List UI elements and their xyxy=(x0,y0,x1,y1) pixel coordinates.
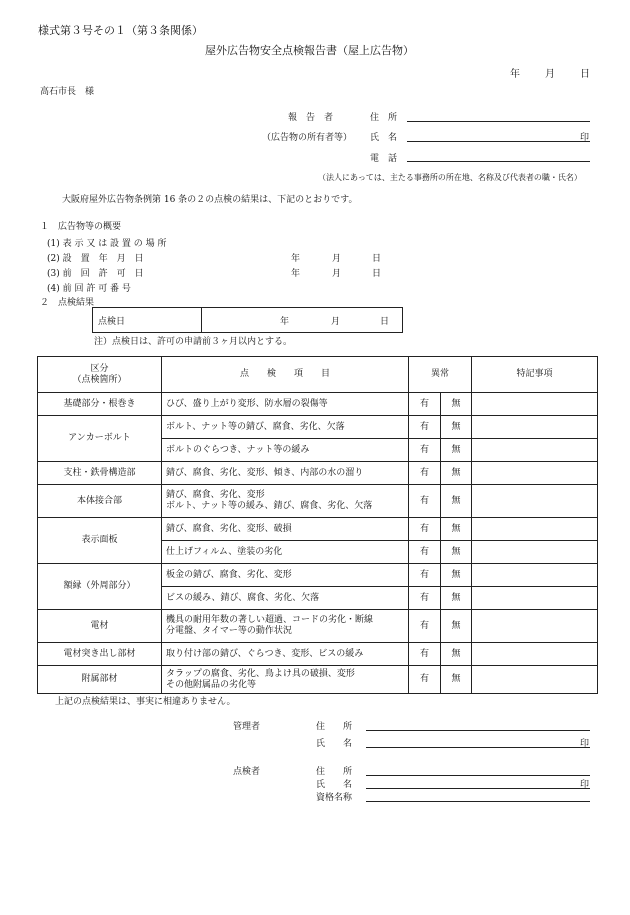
area-cell: 本体接合部 xyxy=(38,485,162,518)
remarks-cell[interactable] xyxy=(472,462,598,485)
no-option[interactable]: 無 xyxy=(441,518,472,541)
remarks-cell[interactable] xyxy=(472,564,598,587)
reporter-seal: 印 xyxy=(580,133,590,143)
yes-option[interactable]: 有 xyxy=(409,518,441,541)
yes-option[interactable]: 有 xyxy=(409,416,441,439)
inspector-qualification-label: 資格名称 xyxy=(316,793,353,803)
manager-address-label: 住 所 xyxy=(316,722,353,732)
overview-year: 年 xyxy=(291,254,301,264)
header-area: 区分 （点検箇所） xyxy=(38,357,162,393)
certify-text: 上記の点検結果は、事実に相違ありません。 xyxy=(55,697,236,707)
reporter-name-label: 氏 名 xyxy=(370,133,398,143)
no-option[interactable]: 無 xyxy=(441,587,472,610)
item-cell: 錆び、腐食、劣化、変形、傾き、内部の水の溜り xyxy=(162,462,409,485)
no-option[interactable]: 無 xyxy=(441,439,472,462)
area-cell: アンカーボルト xyxy=(38,416,162,462)
table-row xyxy=(38,518,598,541)
remarks-cell[interactable] xyxy=(472,393,598,416)
yes-option[interactable]: 有 xyxy=(409,541,441,564)
date-year: 年 xyxy=(510,69,520,80)
item-cell: 錆び、腐食、劣化、変形、破損 xyxy=(162,518,409,541)
remarks-cell[interactable] xyxy=(472,643,598,666)
inspector-label: 点検者 xyxy=(233,767,261,777)
reporter-note: （法人にあっては、主たる事務所の所在地、名称及び代表者の職・氏名） xyxy=(318,173,582,182)
yes-option[interactable]: 有 xyxy=(409,393,441,416)
inspector-seal: 印 xyxy=(580,780,590,790)
table-row xyxy=(38,416,598,439)
yes-option[interactable]: 有 xyxy=(409,462,441,485)
manager-name-label: 氏 名 xyxy=(316,739,353,749)
reporter-phone-field[interactable] xyxy=(407,161,590,162)
overview-item-label: (1) 表 示 又 は 設 置 の 場 所 xyxy=(47,239,167,249)
form-number: 様式第３号その１（第３条関係） xyxy=(38,24,203,37)
reporter-label: 報 告 者 xyxy=(288,113,334,123)
inspection-table xyxy=(37,356,598,694)
inspector-address-field[interactable] xyxy=(366,775,590,776)
yes-option[interactable]: 有 xyxy=(409,485,441,518)
no-option[interactable]: 無 xyxy=(441,462,472,485)
inspector-name-field[interactable] xyxy=(366,788,590,789)
manager-seal: 印 xyxy=(580,739,590,749)
inspector-name-label: 氏 名 xyxy=(316,780,353,790)
table-row xyxy=(38,393,598,416)
item-cell: 機具の耐用年数の著しい超過、コードの劣化・断線 分電盤、タイマー等の動作状況 xyxy=(162,610,409,643)
addressee: 高石市長 様 xyxy=(40,87,95,97)
table-row xyxy=(38,564,598,587)
table-row xyxy=(38,610,598,643)
no-option[interactable]: 無 xyxy=(441,610,472,643)
section2-heading: ２ 点検結果 xyxy=(40,298,95,308)
overview-month: 月 xyxy=(332,254,342,264)
yes-option[interactable]: 有 xyxy=(409,610,441,643)
reporter-phone-label: 電 話 xyxy=(370,154,398,164)
remarks-cell[interactable] xyxy=(472,485,598,518)
manager-label: 管理者 xyxy=(233,722,261,732)
area-cell: 附属部材 xyxy=(38,666,162,694)
remarks-cell[interactable] xyxy=(472,416,598,439)
item-cell: 板金の錆び、腐食、劣化、変形 xyxy=(162,564,409,587)
date-month: 月 xyxy=(545,69,555,80)
remarks-cell[interactable] xyxy=(472,666,598,694)
no-option[interactable]: 無 xyxy=(441,416,472,439)
inspection-month: 月 xyxy=(331,317,341,327)
item-cell: 取り付け部の錆び、ぐらつき、変形、ビスの緩み xyxy=(162,643,409,666)
table-row xyxy=(38,643,598,666)
overview-month: 月 xyxy=(332,269,342,279)
item-cell: ボルト、ナット等の錆び、腐食、劣化、欠落 xyxy=(162,416,409,439)
remarks-cell[interactable] xyxy=(472,587,598,610)
item-cell: ひび、盛り上がり変形、防水層の裂傷等 xyxy=(162,393,409,416)
yes-option[interactable]: 有 xyxy=(409,439,441,462)
inspector-qualification-field[interactable] xyxy=(366,801,590,802)
reporter-name-field[interactable] xyxy=(407,141,590,142)
header-remarks: 特記事項 xyxy=(472,357,598,393)
yes-option[interactable]: 有 xyxy=(409,587,441,610)
area-cell: 電材 xyxy=(38,610,162,643)
overview-year: 年 xyxy=(291,269,301,279)
manager-address-field[interactable] xyxy=(366,730,590,731)
reporter-address-label: 住 所 xyxy=(370,113,398,123)
item-cell: 仕上げフィルム、塗装の劣化 xyxy=(162,541,409,564)
table-row xyxy=(38,462,598,485)
no-option[interactable]: 無 xyxy=(441,666,472,694)
no-option[interactable]: 無 xyxy=(441,564,472,587)
inspection-date-label: 点検日 xyxy=(98,317,126,327)
remarks-cell[interactable] xyxy=(472,518,598,541)
reporter-sublabel: （広告物の所有者等） xyxy=(262,133,353,143)
header-items: 点 検 項 目 xyxy=(162,357,409,393)
table-row xyxy=(38,485,598,518)
area-cell: 額縁（外周部分） xyxy=(38,564,162,610)
yes-option[interactable]: 有 xyxy=(409,564,441,587)
header-abnormal: 異常 xyxy=(409,357,472,393)
overview-day: 日 xyxy=(372,254,382,264)
inspection-note: 注）点検日は、許可の申請前３ヶ月以内とする。 xyxy=(94,337,293,347)
table-header-row xyxy=(38,357,598,393)
date-day: 日 xyxy=(580,69,590,80)
remarks-cell[interactable] xyxy=(472,541,598,564)
remarks-cell[interactable] xyxy=(472,439,598,462)
item-cell: ボルトのぐらつき、ナット等の緩み xyxy=(162,439,409,462)
no-option[interactable]: 無 xyxy=(441,485,472,518)
area-cell: 支柱・鉄骨構造部 xyxy=(38,462,162,485)
item-cell: ビスの緩み、錆び、腐食、劣化、欠落 xyxy=(162,587,409,610)
inspection-year: 年 xyxy=(280,317,290,327)
no-option[interactable]: 無 xyxy=(441,643,472,666)
area-cell: 表示面板 xyxy=(38,518,162,564)
item-cell: 錆び、腐食、劣化、変形 ボルト、ナット等の緩み、錆び、腐食、劣化、欠落 xyxy=(162,485,409,518)
area-cell: 電材突き出し部材 xyxy=(38,643,162,666)
table-row xyxy=(38,666,598,694)
inspector-address-label: 住 所 xyxy=(316,767,353,777)
intro-text: 大阪府屋外広告物条例第 16 条の２の点検の結果は、下記のとおりです。 xyxy=(62,195,358,205)
page-title: 屋外広告物安全点検報告書（屋上広告物） xyxy=(205,44,414,57)
no-option[interactable]: 無 xyxy=(441,393,472,416)
no-option[interactable]: 無 xyxy=(441,541,472,564)
reporter-address-field[interactable] xyxy=(407,121,590,122)
overview-day: 日 xyxy=(372,269,382,279)
area-cell: 基礎部分・根巻き xyxy=(38,393,162,416)
item-cell: タラップの腐食、劣化、鳥よけ具の破損、変形 その他附属品の劣化等 xyxy=(162,666,409,694)
section1-heading: １ 広告物等の概要 xyxy=(40,222,122,232)
overview-item-label: (3) 前 回 許 可 日 xyxy=(47,269,144,279)
yes-option[interactable]: 有 xyxy=(409,666,441,694)
overview-item-label: (2) 設 置 年 月 日 xyxy=(47,254,144,264)
yes-option[interactable]: 有 xyxy=(409,643,441,666)
inspection-day: 日 xyxy=(380,317,390,327)
remarks-cell[interactable] xyxy=(472,610,598,643)
overview-item-label: (4) 前 回 許 可 番 号 xyxy=(47,284,131,294)
manager-name-field[interactable] xyxy=(366,747,590,748)
inspection-date-box[interactable] xyxy=(92,307,403,333)
